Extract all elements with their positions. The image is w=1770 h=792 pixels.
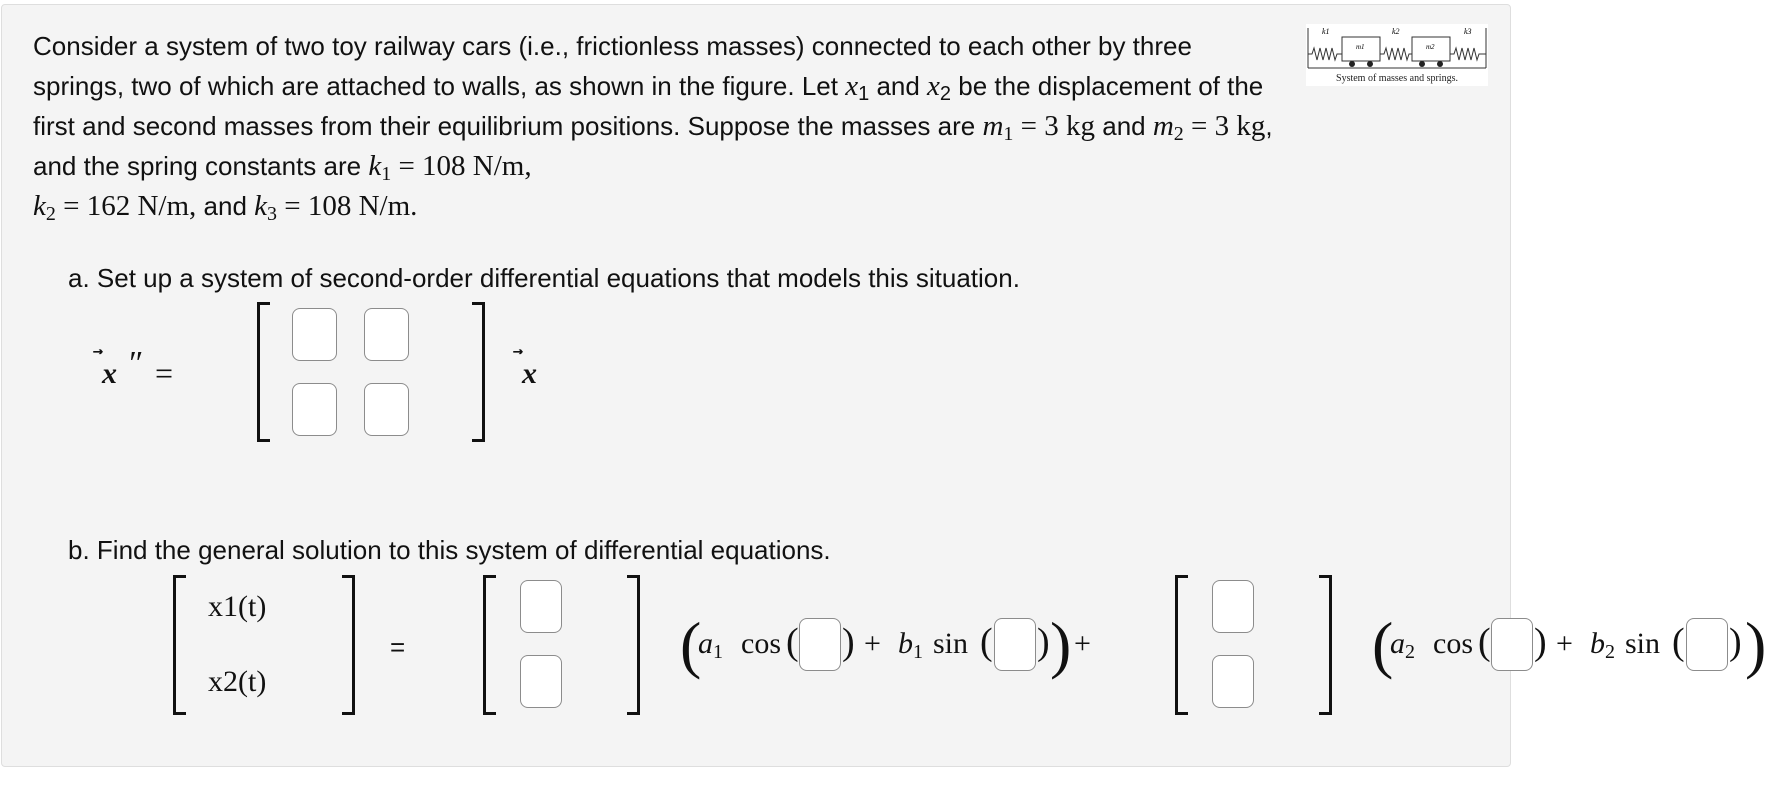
term1-plus: + <box>864 627 881 660</box>
cos1-open-paren: ( <box>786 621 799 663</box>
cos2-open-paren: ( <box>1478 621 1491 663</box>
term1-open-paren: ( <box>680 609 702 680</box>
sin1-open-paren: ( <box>980 621 993 663</box>
term-plus-between: + <box>1074 627 1091 660</box>
x-vector-lhs: x <box>102 357 117 390</box>
matrix-input-1-1[interactable] <box>292 308 337 361</box>
sin1-argument-input[interactable] <box>994 618 1036 671</box>
term1-cos: cos <box>741 627 781 660</box>
part-b-prompt: b. Find the general solution to this system of differential equations. <box>68 535 831 565</box>
fig-label-m1: m1 <box>1356 43 1365 51</box>
x-vector-rhs: x <box>522 357 537 390</box>
fig-label-k3: k3 <box>1464 27 1472 36</box>
part-a-prompt: a. Set up a system of second-order differential equations that models this situation. <box>68 263 1020 293</box>
sin2-argument-input[interactable] <box>1686 618 1728 671</box>
vec2-left-bracket <box>1175 575 1188 715</box>
matrix-input-2-2[interactable] <box>364 383 409 436</box>
term2-close-paren: ) <box>1745 609 1767 680</box>
term1-b1: $b_1$ <box>898 627 923 663</box>
fig-label-k2: k2 <box>1392 27 1400 36</box>
term2-b2: $b_2$ <box>1590 627 1615 663</box>
equals-sign-b: = <box>390 632 406 662</box>
term2-sin: sin <box>1625 627 1661 660</box>
double-prime: ″ <box>127 345 142 382</box>
term2-open-paren: ( <box>1372 609 1394 680</box>
springs-diagram <box>1306 24 1488 72</box>
x1-of-t: x1(t) <box>208 590 267 623</box>
vec2-input-2[interactable] <box>1212 655 1254 708</box>
cos1-close-paren: ) <box>842 621 855 663</box>
vec1-input-2[interactable] <box>520 655 562 708</box>
term2-cos: cos <box>1433 627 1473 660</box>
matrix-right-bracket <box>472 302 485 442</box>
vec1-left-bracket <box>483 575 496 715</box>
matrix-input-2-1[interactable] <box>292 383 337 436</box>
equals-sign-a: = <box>155 355 174 391</box>
term2-plus: + <box>1556 627 1573 660</box>
figure-caption: System of masses and springs. <box>1336 73 1458 84</box>
sin1-close-paren: ) <box>1037 621 1050 663</box>
sin2-close-paren: ) <box>1729 621 1742 663</box>
matrix-left-bracket <box>257 302 270 442</box>
cos2-close-paren: ) <box>1534 621 1547 663</box>
term1-close-paren: ) <box>1050 609 1072 680</box>
masses-springs-figure <box>1306 24 1488 86</box>
vec1-right-bracket <box>627 575 640 715</box>
problem-statement: Consider a system of two toy railway cars (i.e., frictionless masses) connected to each other by three springs, two of which are attached to walls, as shown in the figure. Let $x_1$ and $x_2$ be the displacement of the first and second masses from their equilibrium positions. Suppose the masses are $m_1 = 3$ kg and $m_2 = 3$ kg, and the spring constants are $k_1 = 108$ N/m, $k_2 = 162$ N/m, and $k_3 = 108$ N/m. <box>33 31 1273 225</box>
fig-label-m2: m2 <box>1426 43 1435 51</box>
term2-a2: $a_2$ <box>1390 627 1415 663</box>
cos1-argument-input[interactable] <box>799 618 841 671</box>
vec2-right-bracket <box>1319 575 1332 715</box>
lhs-vector-left-bracket <box>173 575 186 715</box>
vec1-input-1[interactable] <box>520 580 562 633</box>
fig-label-k1: k1 <box>1322 27 1330 36</box>
matrix-input-1-2[interactable] <box>364 308 409 361</box>
vec2-input-1[interactable] <box>1212 580 1254 633</box>
cos2-argument-input[interactable] <box>1491 618 1533 671</box>
sin2-open-paren: ( <box>1672 621 1685 663</box>
lhs-vector-right-bracket <box>342 575 355 715</box>
x2-of-t: x2(t) <box>208 665 267 698</box>
term1-sin: sin <box>933 627 969 660</box>
term1-a1: $a_1$ <box>698 627 723 663</box>
